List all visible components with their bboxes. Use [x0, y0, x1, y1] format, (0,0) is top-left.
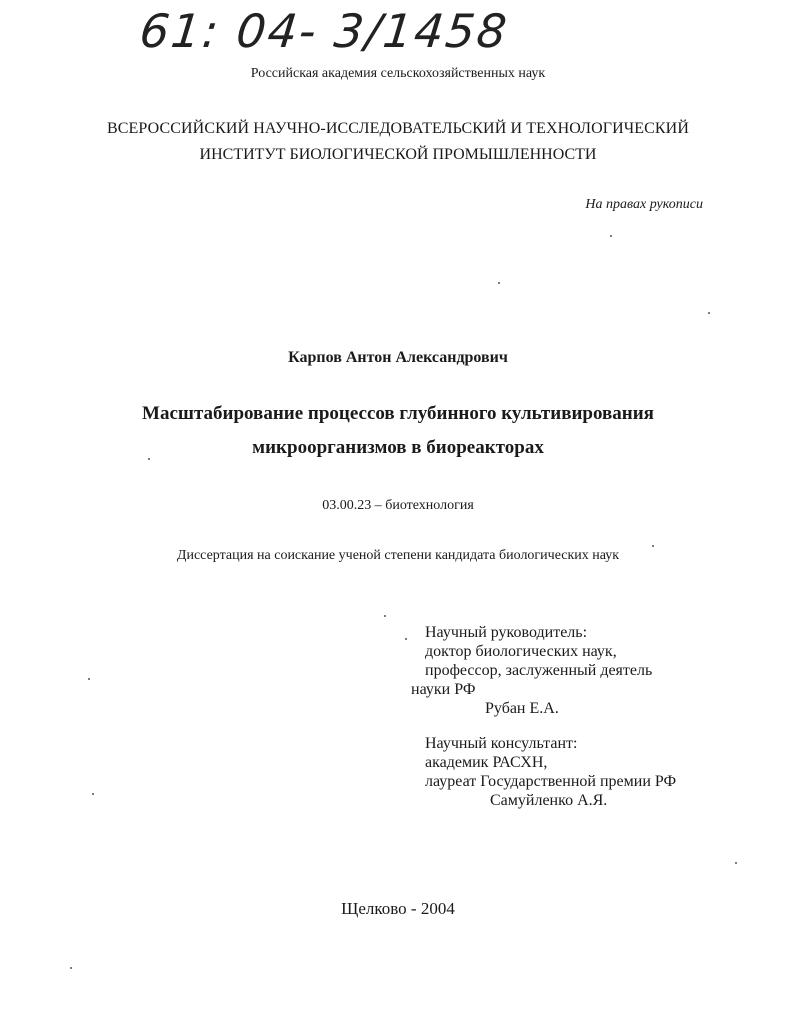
author-name: Карпов Антон Александрович [288, 349, 508, 366]
supervisor-label: Научный руководитель: [425, 624, 588, 641]
consultant-rank: академик РАСХН, [425, 754, 548, 771]
scan-speck [405, 638, 407, 640]
scan-speck [384, 615, 386, 617]
scan-speck [88, 678, 90, 680]
scan-speck [652, 545, 654, 547]
scan-speck [735, 862, 737, 864]
academy-name: Российская академия сельскохозяйственных наук [250, 66, 546, 81]
handwritten-catalog-number: 61: 04- 3/1458 [137, 4, 512, 58]
consultant-block [425, 734, 676, 810]
specialty-code: 03.00.23 – биотехнология [322, 498, 474, 513]
institute-name-line-2: ИНСТИТУТ БИОЛОГИЧЕСКОЙ ПРОМЫШЛЕННОСТИ [199, 146, 597, 163]
scan-speck [148, 458, 150, 460]
thesis-title-line-1: Масштабирование процессов глубинного культивирования [142, 403, 654, 424]
consultant-label: Научный консультант: [425, 735, 578, 752]
degree-statement: Диссертация на соискание ученой степени кандидата биологических наук [176, 548, 620, 563]
scan-speck [92, 793, 94, 795]
consultant-award: лауреат Государственной премии РФ [425, 773, 677, 790]
supervisor-block [411, 623, 653, 718]
scan-speck [708, 312, 710, 314]
supervisor-title-cont: науки РФ [411, 681, 476, 698]
manuscript-rights-note: На правах рукописи [585, 197, 703, 212]
scan-speck [70, 967, 72, 969]
thesis-title-line-2: микроорганизмов в биореакторах [252, 437, 544, 458]
supervisor-degree: доктор биологических наук, [425, 643, 617, 660]
scan-speck [498, 282, 500, 284]
supervisor-title: профессор, заслуженный деятель [425, 662, 653, 679]
consultant-name: Самуйленко А.Я. [490, 792, 608, 809]
city-and-year: Щелково - 2004 [341, 899, 455, 918]
institute-name-line-1: ВСЕРОССИЙСКИЙ НАУЧНО-ИССЛЕДОВАТЕЛЬСКИЙ И ТЕХНОЛОГИЧЕСКИЙ [107, 120, 689, 137]
scan-speck [610, 235, 612, 237]
supervisor-name: Рубан Е.А. [485, 700, 559, 717]
